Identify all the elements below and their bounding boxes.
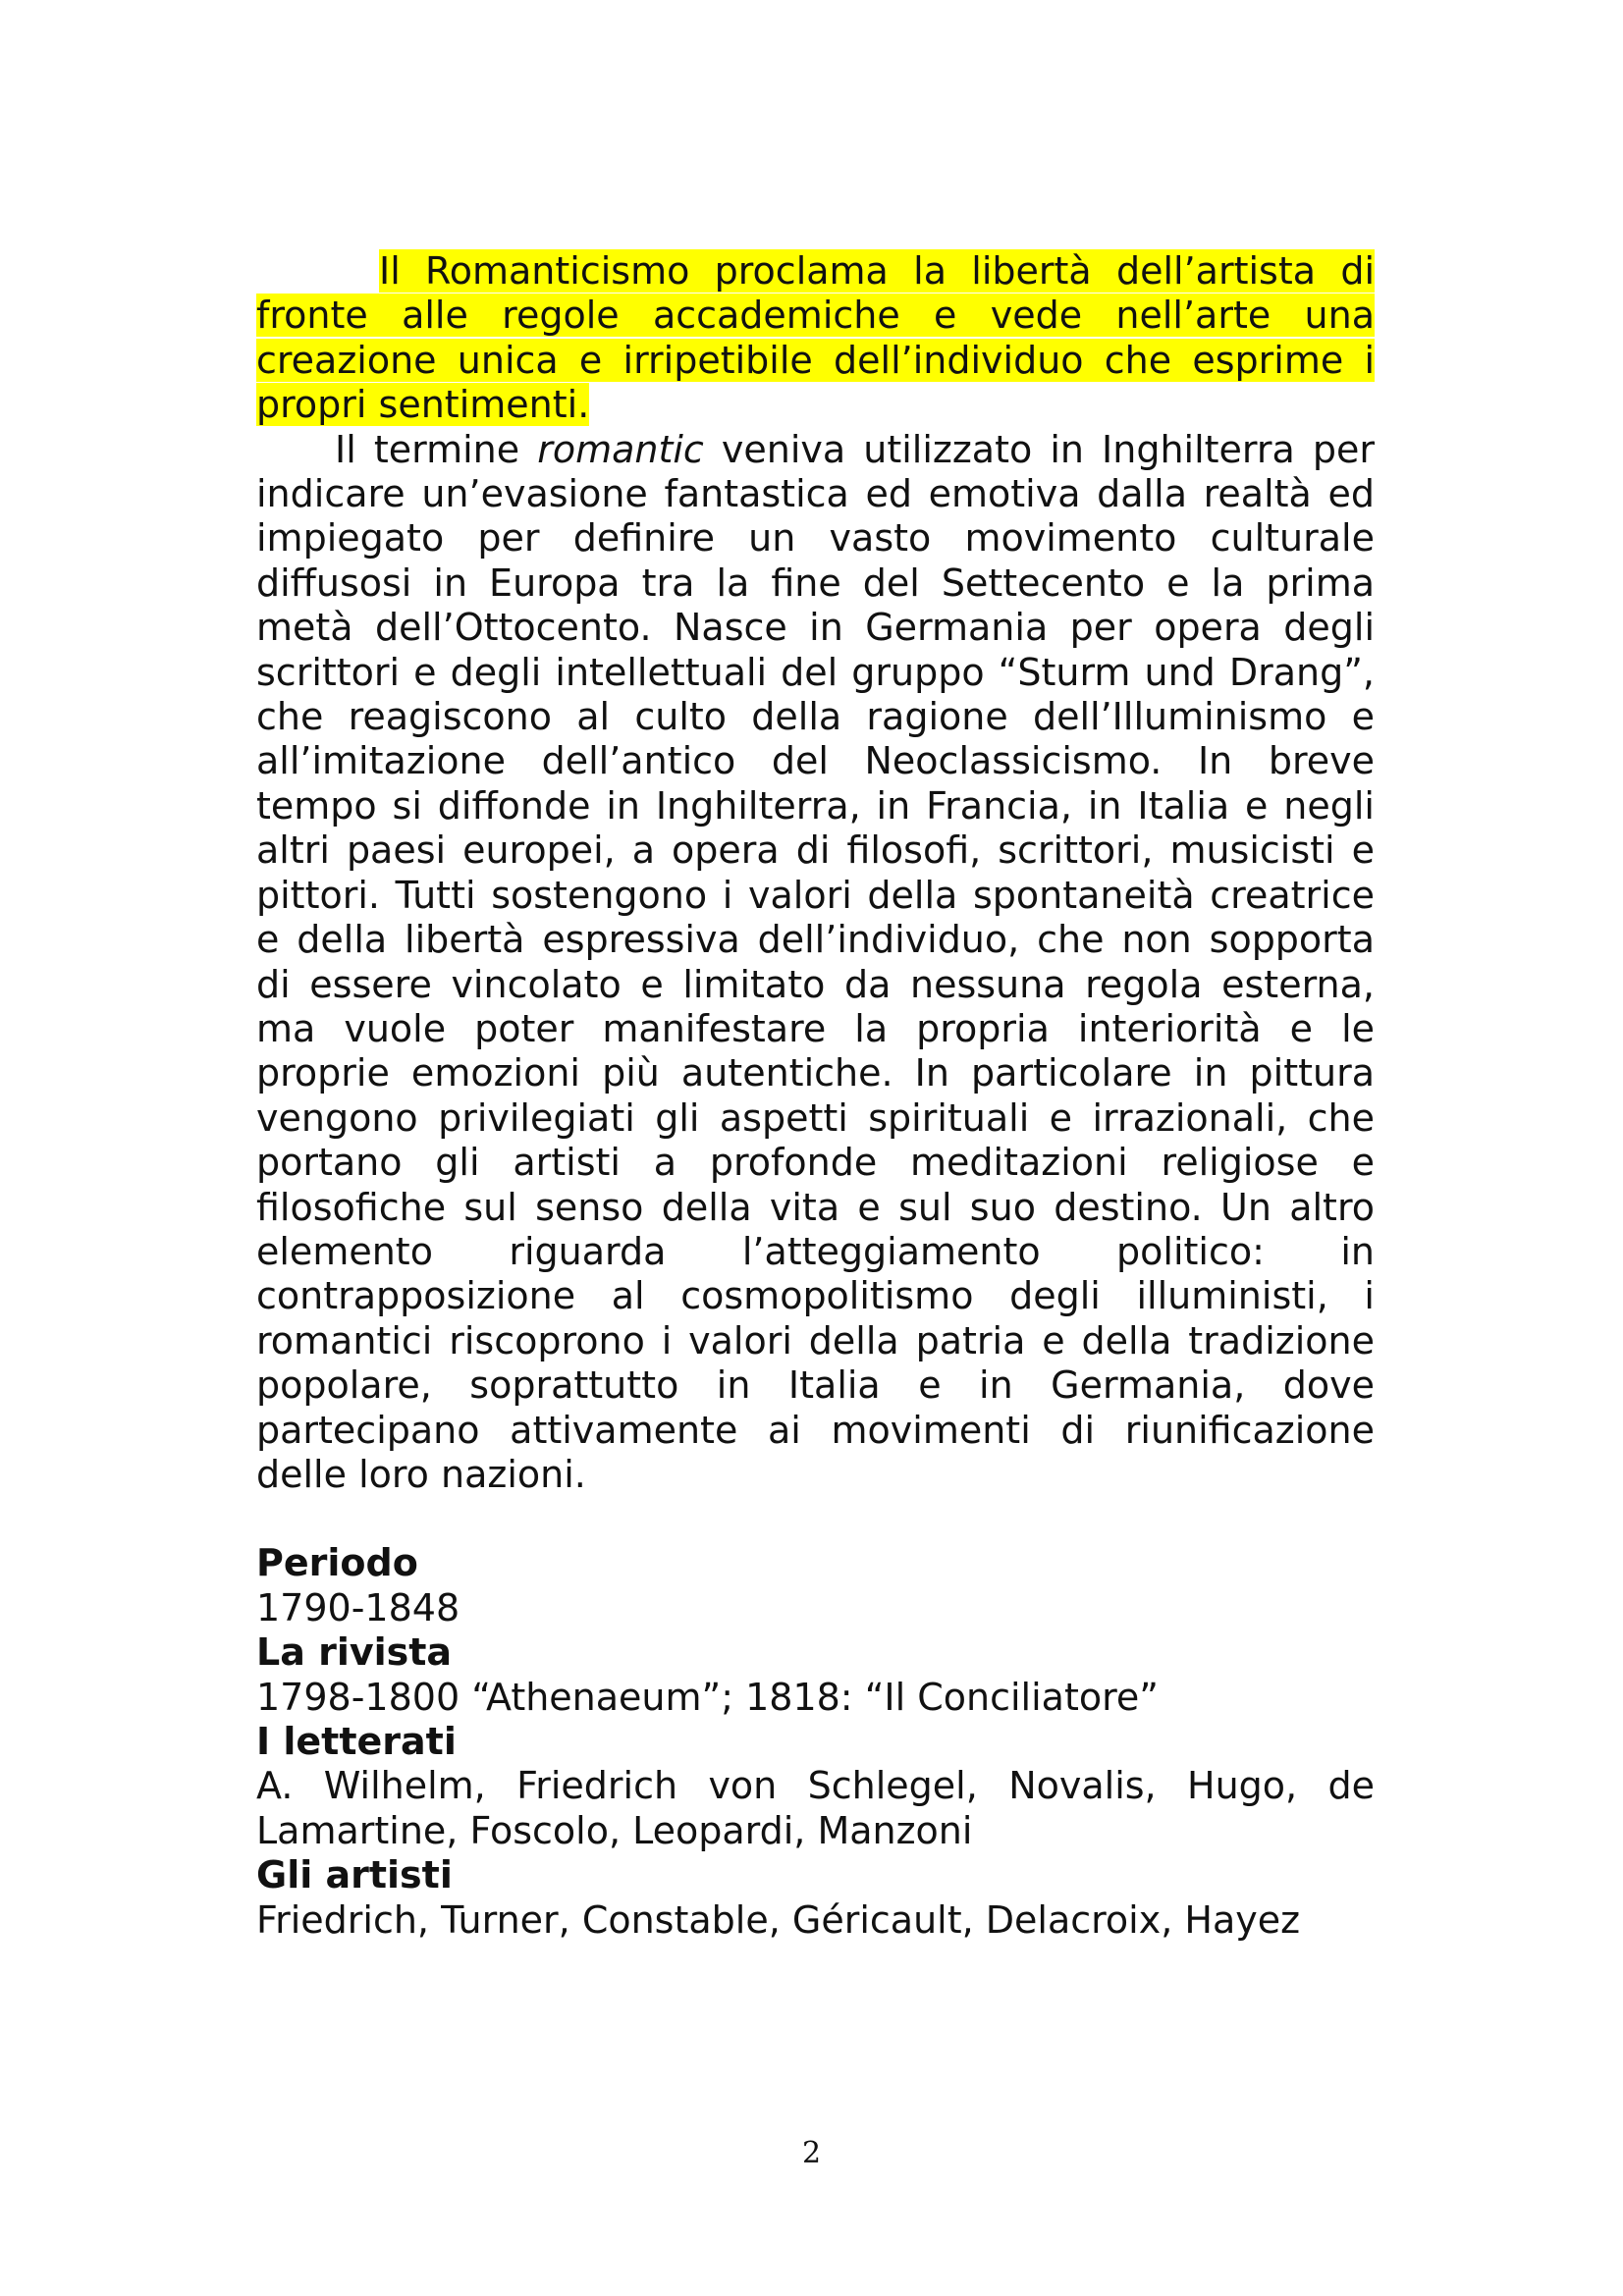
rivista-text: 1798-1800 “Athenaeum”; 1818: “Il Conciliatore” — [256, 1675, 1159, 1719]
page-body — [256, 249, 1375, 1943]
letterati-text: A. Wilhelm, Friedrich von Schlegel, Novalis, Hugo, de Lamartine, Foscolo, Leopardi, Manzoni — [256, 1764, 1375, 1852]
intro-prefix: Il termine — [335, 427, 538, 471]
highlighted-paragraph — [256, 249, 1375, 428]
intro-rest: veniva utilizzato in Inghilterra per indicare un’evasione fantastica ed emotiva dalla realtà ed impiegato per definire un vasto movimento culturale diffusosi in Europa tra la fine del Settecento e la prima metà dell’Ottocento. Nasce in Germania per opera degli scrittori e degli intellettuali del gruppo “Sturm und Drang”, che reagiscono al culto della ragione dell’Illuminismo e all’imitazione dell’antico del Neoclassicismo. In breve tempo si diffonde in Inghilterra, in Francia, in Italia e negli altri paesi europei, a opera di filosofi, scrittori, musicisti e pittori. Tutti sostengono i valori della spontaneità creatrice e della libertà espressiva dell’individuo, che non sopporta di essere vincolato e limitato da nessuna regola esterna, ma vuole poter manifestare la propria interiorità e le proprie emozioni più autentiche. In particolare in pittura vengono privilegiati gli aspetti spirituali e irrazionali, che portano gli artisti a profonde meditazioni religiose e filosofiche sul senso della vita e sul suo destino. Un altro elemento riguarda l’atteggiamento politico: in contrapposizione al cosmopolitismo degli illuministi, i romantici riscoprono i valori della patria e della tradizione popolare, soprattutto in Italia e in Germania, dove partecipano attivamente ai movimenti di riunificazione delle loro nazioni. — [256, 427, 1375, 1496]
heading-letterati: I letterati — [256, 1720, 457, 1763]
heading-periodo: Periodo — [256, 1541, 418, 1585]
section-spacer — [256, 1497, 1375, 1541]
page-number: 2 — [801, 2136, 822, 2170]
heading-artisti: Gli artisti — [256, 1853, 453, 1897]
heading-rivista: La rivista — [256, 1630, 453, 1675]
intro-term: romantic — [537, 427, 704, 471]
highlighted-text: Il Romanticismo proclama la libertà dell’artista di fronte alle regole accademiche e vede nell’arte una creazione unica e irripetibile dell’individuo che esprime i propri sentimenti. — [256, 249, 1375, 427]
artisti-text: Friedrich, Turner, Constable, Géricault, Delacroix, Hayez — [256, 1897, 1301, 1942]
intro-paragraph — [256, 428, 1375, 1498]
periodo-text: 1790-1848 — [256, 1585, 460, 1629]
